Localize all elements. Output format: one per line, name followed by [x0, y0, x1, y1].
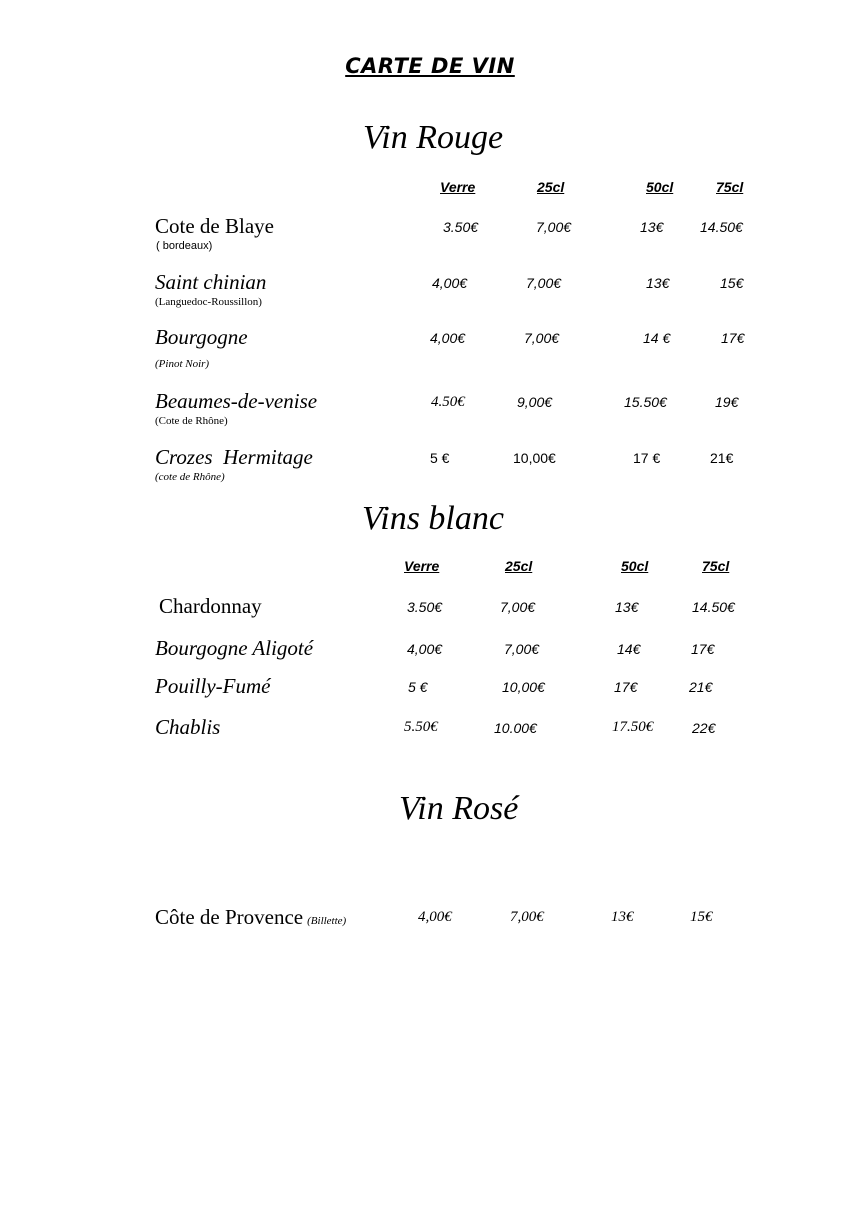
price-50cl: 14€ — [617, 641, 641, 657]
wine-name: Cote de Blaye — [155, 214, 274, 238]
price-verre: 3.50€ — [443, 219, 479, 235]
price-50cl: 17.50€ — [612, 719, 654, 735]
price-50cl: 13€ — [611, 909, 634, 925]
price-verre: 3.50€ — [407, 599, 443, 615]
price-25cl: 10,00€ — [513, 450, 556, 466]
col-header-75cl: 75cl — [716, 179, 744, 195]
price-verre: 4,00€ — [407, 641, 443, 657]
col-header-verre: Verre — [440, 179, 476, 195]
price-75cl: 15€ — [690, 909, 713, 925]
wine-name: Saint chinian — [155, 270, 267, 294]
price-75cl: 17€ — [721, 330, 745, 346]
col-header-50cl: 50cl — [621, 558, 649, 574]
wine-name: Bourgogne Aligoté — [155, 636, 314, 660]
wine-name: Chardonnay — [159, 594, 262, 618]
price-verre: 4,00€ — [418, 909, 452, 925]
col-header-25cl: 25cl — [537, 179, 565, 195]
wine-name: Crozes Hermitage — [155, 445, 313, 469]
wine-name-group — [155, 905, 346, 930]
price-verre: 5 € — [430, 450, 450, 466]
price-25cl: 7,00€ — [536, 219, 572, 235]
price-50cl: 13€ — [615, 599, 639, 615]
price-verre: 5.50€ — [404, 719, 438, 735]
col-header-50cl: 50cl — [646, 179, 674, 195]
price-75cl: 17€ — [691, 641, 715, 657]
col-header-verre: Verre — [404, 558, 440, 574]
price-50cl: 17€ — [614, 679, 638, 695]
section-title-vin-rouge: Vin Rouge — [363, 119, 504, 156]
price-25cl: 9,00€ — [517, 394, 553, 410]
price-75cl: 15€ — [720, 275, 744, 291]
price-75cl: 21€ — [689, 679, 713, 695]
wine-name: Bourgogne — [155, 325, 248, 349]
price-50cl: 14 € — [643, 330, 671, 346]
price-75cl: 14.50€ — [692, 599, 735, 615]
section-title-vins-blanc: Vins blanc — [362, 500, 504, 537]
wine-region: (Cote de Rhône) — [155, 415, 228, 427]
wine-name: Beaumes-de-venise — [155, 389, 318, 413]
price-25cl: 7,00€ — [500, 599, 536, 615]
price-25cl: 7,00€ — [504, 641, 540, 657]
price-75cl: 22€ — [692, 720, 716, 736]
price-verre: 4,00€ — [432, 275, 468, 291]
wine-name: Côte de Provence — [155, 905, 304, 929]
price-25cl: 10.00€ — [494, 720, 537, 736]
price-verre: 5 € — [408, 679, 428, 695]
price-verre: 4.50€ — [431, 394, 465, 410]
wine-name: Chablis — [155, 715, 221, 739]
wine-name: Pouilly-Fumé — [155, 674, 271, 698]
price-verre: 4,00€ — [430, 330, 466, 346]
col-header-75cl: 75cl — [702, 558, 730, 574]
wine-producer: (Billette) — [307, 915, 347, 927]
price-50cl: 15.50€ — [624, 394, 667, 410]
price-25cl: 10,00€ — [502, 679, 545, 695]
price-75cl: 14.50€ — [700, 219, 743, 235]
price-75cl: 19€ — [715, 394, 739, 410]
menu-title: CARTE DE VIN — [345, 54, 515, 78]
price-25cl: 7,00€ — [526, 275, 562, 291]
col-header-25cl: 25cl — [505, 558, 533, 574]
wine-region: (Languedoc-Roussillon) — [155, 296, 262, 308]
wine-region: ( bordeaux) — [156, 240, 213, 252]
price-25cl: 7,00€ — [524, 330, 560, 346]
wine-grape: (Pinot Noir) — [155, 358, 210, 370]
price-50cl: 13€ — [640, 219, 664, 235]
wine-region: (cote de Rhône) — [155, 471, 225, 483]
price-75cl: 21€ — [710, 450, 734, 466]
section-title-vin-rose: Vin Rosé — [399, 790, 519, 827]
price-50cl: 17 € — [633, 450, 661, 466]
price-50cl: 13€ — [646, 275, 670, 291]
price-25cl: 7,00€ — [510, 909, 544, 925]
